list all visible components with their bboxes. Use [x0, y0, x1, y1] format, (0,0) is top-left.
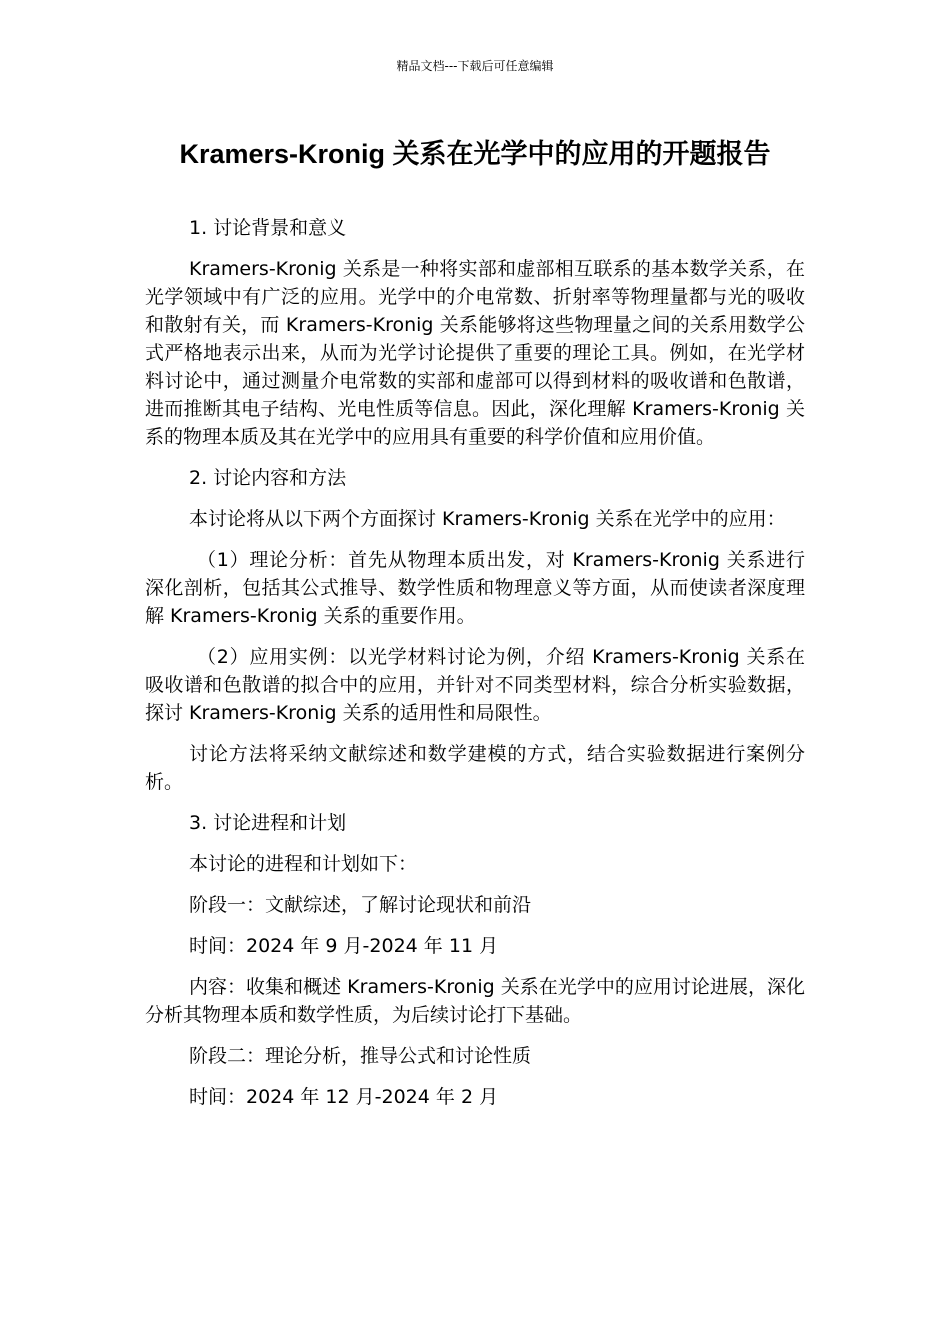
paragraph-method: 讨论方法将采纳文献综述和数学建模的方式，结合实验数据进行案例分析。 — [145, 743, 805, 793]
stage-two-title: 阶段二：理论分析，推导公式和讨论性质 — [189, 1045, 532, 1067]
paragraph-background: Kramers-Kronig 关系是一种将实部和虚部相互联系的基本数学关系，在光学领域中有广泛的应用。光学中的介电常数、折射率等物理量都与光的吸收和散射有关，而 Kramers-Kronig 关系能够将这些物理量之间的关系用数学公式严格地表示出来，从而为光学讨论提供了重要的理论工具。例如，在光学材料讨论中，通过测量介电常数的实部和虚部可以得到材料的吸收谱和色散谱，进而推断其电子结构、光电性质等信息。因此，深化理解 Kramers-Kronig 关系的物理本质及其在光学中的应用具有重要的科学价值和应用价值。 — [145, 258, 805, 448]
paragraph-content-intro: 本讨论将从以下两个方面探讨 Kramers-Kronig 关系在光学中的应用： — [189, 508, 786, 530]
section-heading-schedule: 3. 讨论进程和计划 — [189, 812, 347, 834]
header-note: 精品文档---下载后可任意编辑 — [396, 59, 554, 73]
list-item-application-example: （2）应用实例：以光学材料讨论为例，介绍 Kramers-Kronig 关系在吸收谱和色散谱的拟合中的应用，并针对不同类型材料，综合分析实验数据，探讨 Kramers-Kronig 关系的适用性和局限性。 — [145, 646, 805, 724]
document-body — [145, 214, 805, 1111]
section-heading-content-method: 2. 讨论内容和方法 — [189, 467, 347, 489]
document-title: Kramers-Kronig 关系在光学中的应用的开题报告 — [179, 139, 771, 169]
stage-one-content: 内容：收集和概述 Kramers-Kronig 关系在光学中的应用讨论进展，深化分析其物理本质和数学性质，为后续讨论打下基础。 — [145, 976, 805, 1026]
stage-one-title: 阶段一：文献综述，了解讨论现状和前沿 — [189, 894, 532, 916]
list-item-theory-analysis: （1）理论分析：首先从物理本质出发，对 Kramers-Kronig 关系进行深化剖析，包括其公式推导、数学性质和物理意义等方面，从而使读者深度理解 Kramers-Kronig 关系的重要作用。 — [145, 549, 805, 627]
section-heading-background: 1. 讨论背景和意义 — [189, 217, 347, 239]
paragraph-schedule-intro: 本讨论的进程和计划如下： — [189, 853, 418, 875]
stage-two-time: 时间：2024 年 12 月-2024 年 2 月 — [189, 1086, 499, 1108]
stage-one-time: 时间：2024 年 9 月-2024 年 11 月 — [189, 935, 499, 957]
